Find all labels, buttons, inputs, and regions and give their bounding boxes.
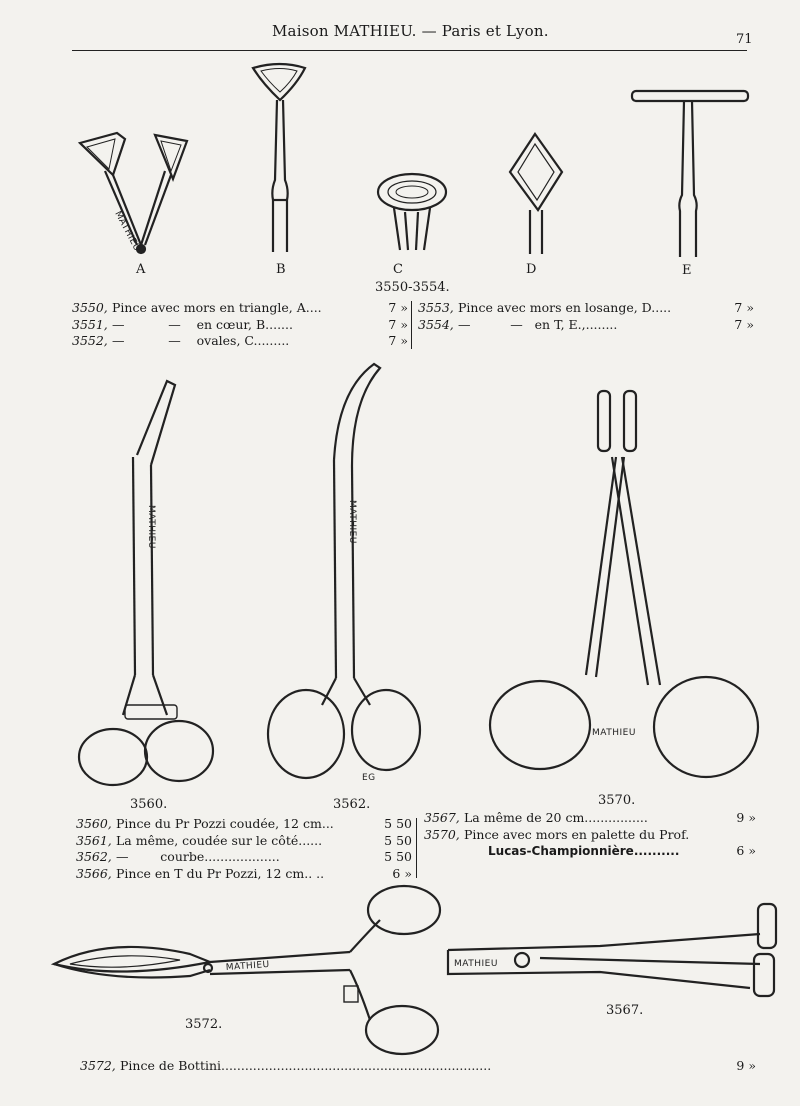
page-header: [0, 22, 800, 46]
item-price: 6 »: [392, 865, 412, 881]
forceps-3570-illustration: [488, 385, 763, 795]
item-number: 3572,: [80, 1058, 116, 1073]
item-price: 5 50: [384, 849, 412, 864]
item-number: 3560,: [76, 816, 112, 831]
item-number: 3553,: [418, 300, 454, 315]
page-title: Maison MATHIEU. — Paris et Lyon.: [272, 22, 549, 40]
group2-left-list: [76, 816, 412, 882]
group2-right-list: [424, 810, 756, 860]
engraving-mathieu: MATHIEU: [454, 959, 498, 969]
item-description: La même de 20 cm................: [464, 810, 648, 825]
item-description: — — en cœur, B.......: [112, 316, 293, 332]
item-description: Pince de Bottini....................................................................: [120, 1058, 492, 1073]
forceps-3572-illustration: [50, 880, 450, 1065]
fig-label-d: D: [526, 262, 537, 277]
list-item: [424, 843, 756, 860]
fig-label-3570: 3570.: [598, 793, 636, 808]
item-description: — — en T, E.,........: [458, 316, 618, 332]
item-number: 3570,: [424, 826, 460, 842]
item-price: 9 »: [736, 810, 756, 825]
item-number: 3561,: [76, 832, 112, 848]
item-number: 3566,: [76, 865, 112, 881]
item-number: 3551,: [72, 316, 108, 332]
item-description: Lucas-Championnière..........: [488, 844, 680, 858]
fig-label-3560: 3560.: [130, 797, 168, 812]
item-number: 3554,: [418, 316, 454, 332]
item-description: Pince avec mors en palette du Prof.: [464, 826, 690, 842]
forceps-3562-illustration: [262, 360, 432, 790]
item-price: 7 »: [388, 333, 408, 348]
group3-list: [80, 1058, 756, 1075]
fig-label-3562: 3562.: [333, 797, 371, 812]
list-item: [418, 317, 754, 334]
column-divider: [411, 301, 412, 349]
item-description: Pince avec mors en losange, D.....: [458, 300, 672, 315]
item-price: 5 50: [384, 816, 412, 831]
page-number: 71: [736, 32, 753, 47]
svg-text:MATHIEU: MATHIEU: [112, 209, 142, 254]
item-price: 6 »: [736, 843, 756, 858]
item-description: — — ovales, C.........: [112, 333, 290, 348]
item-price: 9 »: [730, 1058, 756, 1075]
item-description: — courbe...................: [116, 849, 280, 864]
engraving-mathieu: MATHIEU: [592, 728, 636, 738]
item-description: Pince avec mors en triangle, A....: [112, 300, 322, 315]
fig-label-e: E: [682, 263, 692, 278]
item-number: 3562,: [76, 849, 112, 864]
forceps-3560-illustration: [75, 375, 220, 795]
forceps-c-illustration: [372, 170, 452, 255]
fig-label-b: B: [276, 262, 286, 277]
engraving-mathieu: MATHIEU: [347, 500, 357, 544]
engraving-eg: EG: [362, 773, 376, 783]
item-price: 7 »: [388, 300, 408, 315]
list-item: [76, 816, 412, 833]
item-number: 3552,: [72, 333, 108, 348]
forceps-a-illustration: [75, 125, 195, 265]
fig-label-3572: 3572.: [185, 1017, 223, 1032]
item-description: Pince en T du Pr Pozzi, 12 cm.. ..: [116, 865, 325, 881]
engraving-mathieu: MATHIEU: [146, 505, 156, 549]
group1-range-label: 3550-3554.: [375, 280, 450, 295]
item-price: 7 »: [734, 300, 754, 315]
list-item: [76, 833, 412, 850]
item-number: 3567,: [424, 810, 460, 825]
item-description: Pince du Pr Pozzi coudée, 12 cm...: [116, 816, 334, 831]
list-item: [76, 849, 412, 866]
forceps-b-illustration: [245, 60, 315, 260]
forceps-3567-illustration: [440, 898, 790, 998]
group1-right-list: [418, 300, 754, 333]
header-rule: [72, 50, 747, 51]
item-price: 7 »: [734, 316, 754, 332]
list-item: [80, 1058, 756, 1075]
group1-left-list: [72, 300, 408, 350]
item-number: 3550,: [72, 300, 108, 315]
item-description: La même, coudée sur le côté......: [116, 832, 323, 848]
fig-label-a: A: [136, 262, 146, 277]
item-price: 5 50: [384, 832, 412, 848]
list-item: [418, 300, 754, 317]
list-item: [72, 317, 408, 334]
list-item: [72, 300, 408, 317]
item-price: 7 »: [388, 316, 408, 332]
forceps-e-illustration: [628, 85, 753, 265]
fig-label-c: C: [393, 262, 403, 277]
list-item: [424, 827, 756, 844]
column-divider: [416, 818, 417, 878]
list-item: [424, 810, 756, 827]
engraving-mathieu: MATHIEU: [225, 959, 271, 973]
fig-label-3567: 3567.: [606, 1003, 644, 1018]
forceps-d-illustration: [500, 130, 570, 260]
list-item: [72, 333, 408, 350]
